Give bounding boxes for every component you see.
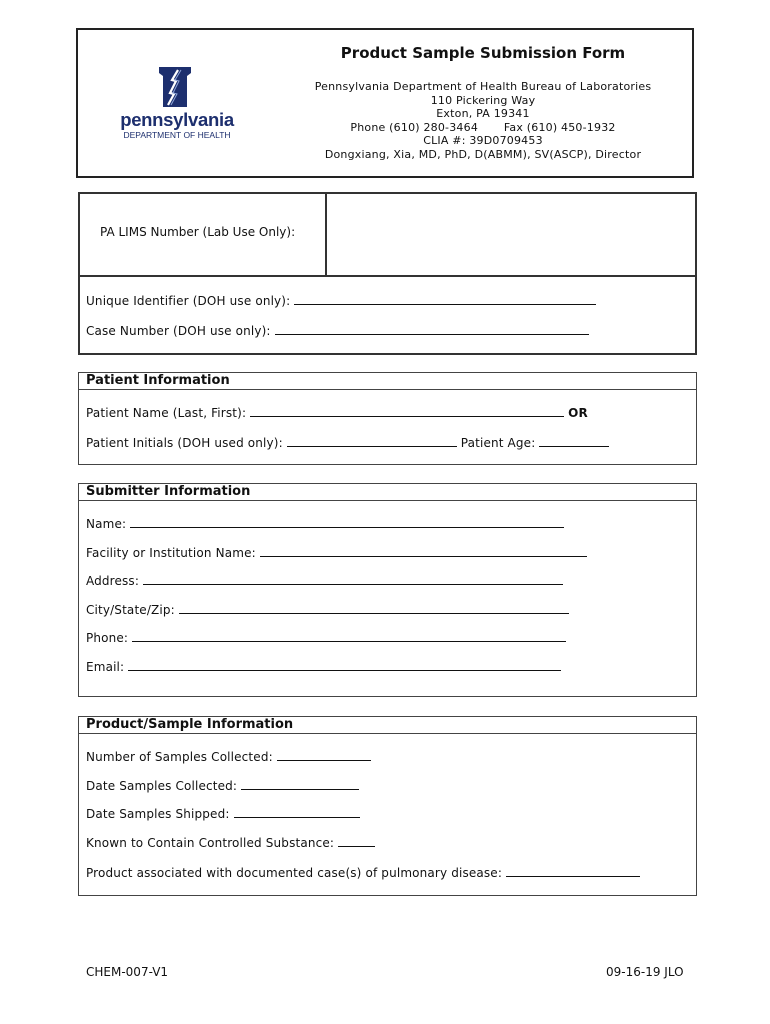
date-shipped-label: Date Samples Shipped: <box>86 807 230 821</box>
city-label: City/State/Zip: <box>86 603 175 617</box>
email-field[interactable] <box>128 659 561 671</box>
section-title: Patient Information <box>86 373 230 388</box>
revision-date: 09-16-19 JLO <box>606 965 684 979</box>
section-title: Product/Sample Information <box>86 717 294 732</box>
form-title: Product Sample Submission Form <box>340 44 626 62</box>
phone-label: Phone: <box>86 631 129 645</box>
phone-row <box>86 630 566 645</box>
case-number-row <box>86 323 589 338</box>
date-shipped-row <box>86 806 360 821</box>
patient-initials-field[interactable] <box>287 435 457 447</box>
pa-doh-logo <box>117 65 237 145</box>
logo-wordmark: pennsylvania <box>120 109 234 130</box>
sample-count-row <box>86 749 371 764</box>
city-row <box>86 602 569 617</box>
patient-age-label: Patient Age: <box>460 436 536 450</box>
facility-row <box>86 545 587 560</box>
patient-age-field[interactable] <box>539 435 609 447</box>
section-header <box>79 717 696 734</box>
address-line: CLIA #: 39D0709453 <box>423 134 543 148</box>
email-row <box>86 659 561 674</box>
address-line: Pennsylvania Department of Health Bureau of Laboratories <box>314 80 652 93</box>
address-line: 110 Pickering Way <box>430 93 536 107</box>
lims-label: PA LIMS Number (Lab Use Only): <box>100 225 296 239</box>
section-header <box>79 373 696 390</box>
email-label: Email: <box>86 660 125 674</box>
logo-subtitle: DEPARTMENT OF HEALTH <box>123 130 231 140</box>
address-line: Phone (610) 280-3464 Fax (610) 450-1932 <box>350 120 616 134</box>
sample-count-field[interactable] <box>277 749 371 761</box>
unique-identifier-row <box>86 293 596 308</box>
submitter-name-label: Name: <box>86 517 127 531</box>
unique-identifier-label: Unique Identifier (DOH use only): <box>86 294 291 308</box>
form-code: CHEM-007-V1 <box>86 965 169 979</box>
keystone-icon <box>157 67 193 107</box>
lab-address <box>300 80 666 162</box>
address-line: Exton, PA 19341 <box>436 107 530 121</box>
submitter-name-field[interactable] <box>130 516 564 528</box>
pulmonary-row <box>86 865 640 880</box>
patient-name-label: Patient Name (Last, First): <box>86 406 247 420</box>
patient-name-field[interactable] <box>250 405 564 417</box>
pulmonary-label: Product associated with documented case(s) of pulmonary disease: <box>86 866 503 880</box>
date-collected-row <box>86 778 359 793</box>
facility-label: Facility or Institution Name: <box>86 546 256 560</box>
controlled-substance-field[interactable] <box>338 835 375 847</box>
patient-name-row <box>86 405 588 420</box>
section-title: Submitter Information <box>86 484 251 499</box>
address-line: Dongxiang, Xia, MD, PhD, D(ABMM), SV(ASCP), Director <box>324 147 642 161</box>
phone-field[interactable] <box>132 630 566 642</box>
or-label: OR <box>568 406 588 420</box>
date-shipped-field[interactable] <box>234 806 360 818</box>
submitter-name-row <box>86 516 564 531</box>
address-row <box>86 573 563 588</box>
section-header <box>79 484 696 501</box>
lims-number-field[interactable] <box>325 192 697 277</box>
case-number-field[interactable] <box>275 323 589 335</box>
patient-initials-row <box>86 435 609 450</box>
controlled-substance-label: Known to Contain Controlled Substance: <box>86 836 335 850</box>
city-field[interactable] <box>179 602 569 614</box>
sample-count-label: Number of Samples Collected: <box>86 750 273 764</box>
address-field[interactable] <box>143 573 563 585</box>
date-collected-field[interactable] <box>241 778 359 790</box>
pulmonary-field[interactable] <box>506 865 640 877</box>
controlled-substance-row <box>86 835 375 850</box>
address-label: Address: <box>86 574 140 588</box>
facility-field[interactable] <box>260 545 587 557</box>
date-collected-label: Date Samples Collected: <box>86 779 238 793</box>
case-number-label: Case Number (DOH use only): <box>86 324 271 338</box>
patient-initials-label: Patient Initials (DOH used only): <box>86 436 283 450</box>
unique-identifier-field[interactable] <box>294 293 596 305</box>
